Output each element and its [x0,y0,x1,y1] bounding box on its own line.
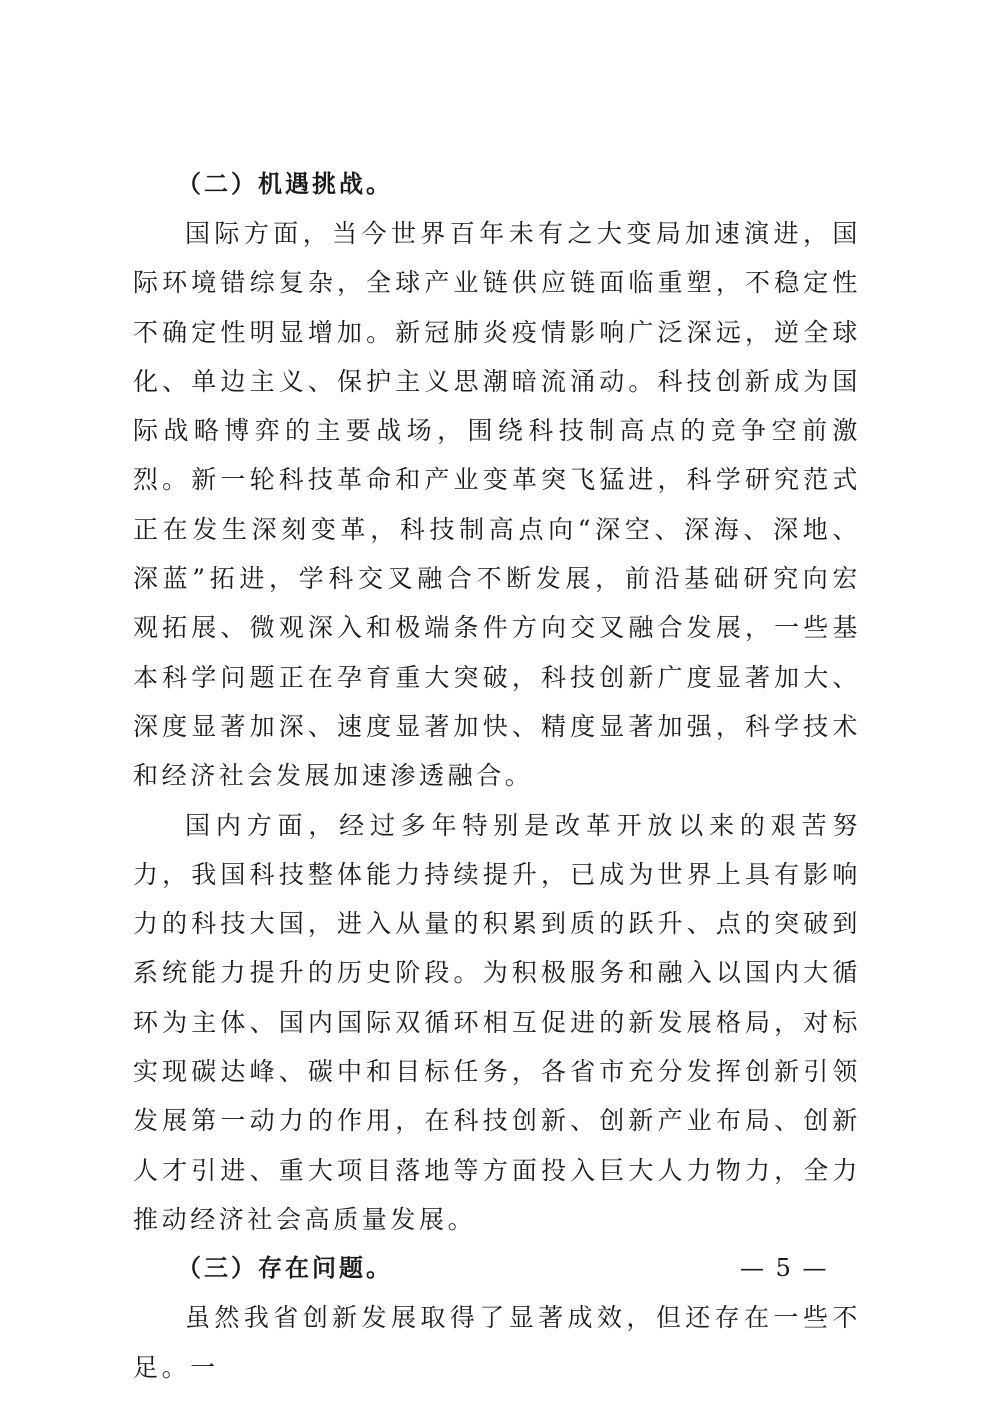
paragraph-problems: 虽然我省创新发展取得了显著成效，但还存在一些不足。一 [133,1303,861,1382]
section-heading-opportunities-challenges: （二）机遇挑战。 [177,170,393,198]
paragraph-international: 国际方面，当今世界百年未有之大变局加速演进，国际环境错综复杂，全球产业链供应链面临重塑，不稳定性不确定性明显增加。新冠肺炎疫情影响广泛深远，逆全球化、单边主义、保护主义思潮暗流涌动。科技创新成为国际战略博弈的主要战场，围绕科技制高点的竞争空前激烈。新一轮科技革命和产业变革突飞猛进，科学研究范式正在发生深刻变革，科技制高点向“深空、深海、深地、深蓝”拓进，学科交叉融合不断发展，前沿基础研究向宏观拓展、微观深入和极端条件方向交叉融合发展，一些基本科学问题正在孕育重大突破，科技创新广度显著加大、深度显著加深、速度显著加快、精度显著加强，科学技术和经济社会发展加速渗透融合。 [133,219,861,791]
page-number: — 5 — [740,1254,829,1282]
section-heading-existing-problems: （三）存在问题。 [177,1254,393,1283]
document-body [133,160,861,1392]
paragraph-domestic: 国内方面，经过多年特别是改革开放以来的艰苦努力，我国科技整体能力持续提升，已成为世界上具有影响力的科技大国，进入从量的积累到质的跃升、点的突破到系统能力提升的历史阶段。为积极服务和融入以国内大循环为主体、国内国际双循环相互促进的新发展格局，对标实现碳达峰、碳中和目标任务，各省市充分发挥创新引领发展第一动力的作用，在科技创新、创新产业布局、创新人才引进、重大项目落地等方面投入巨大人力物力，全力推动经济社会高质量发展。 [133,810,861,1234]
